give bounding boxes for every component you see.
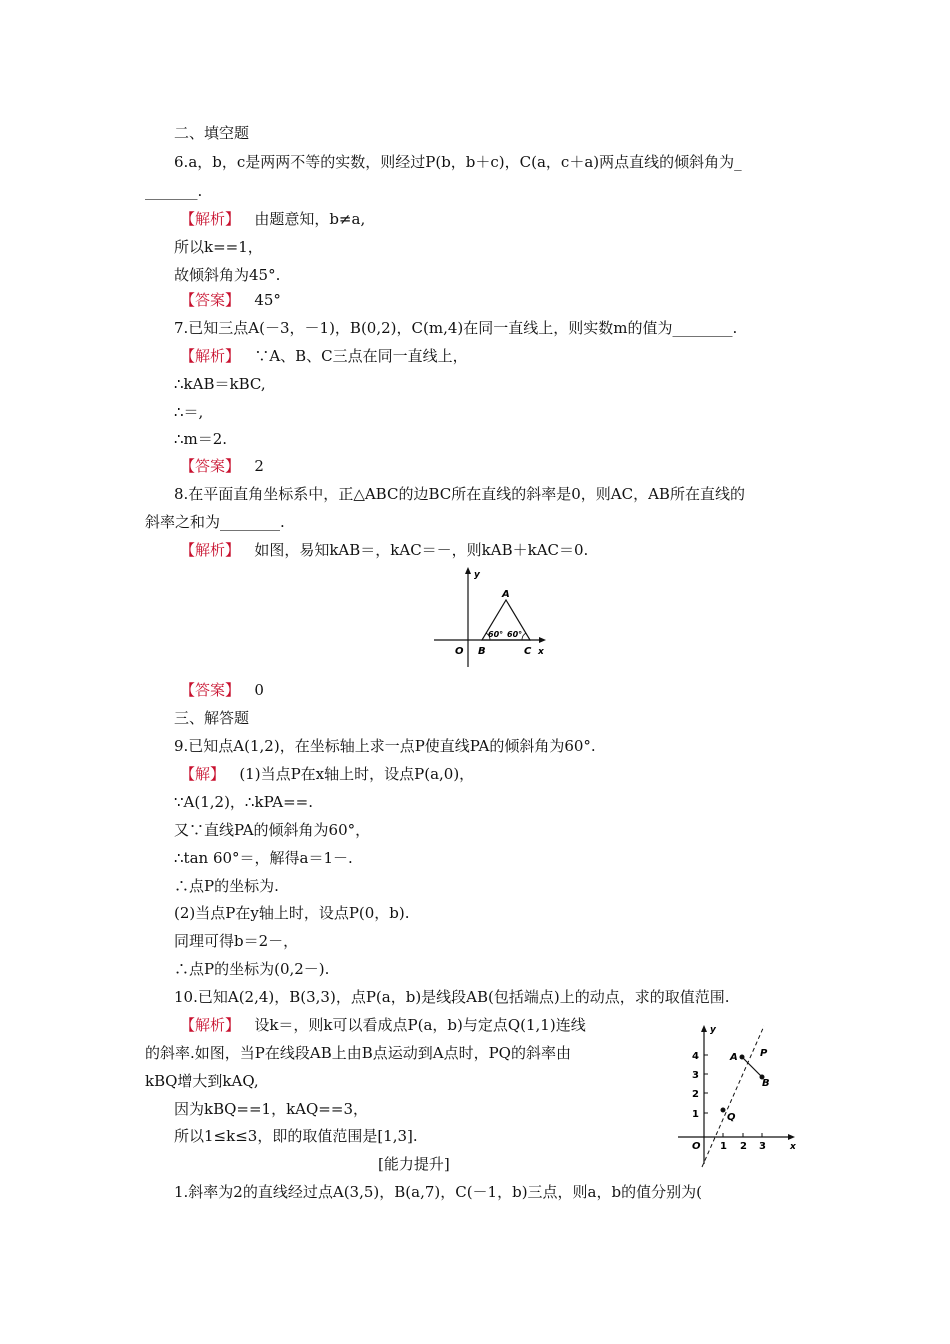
- question-10-line4: 因为kBQ==1，kAQ==3，: [174, 1100, 368, 1118]
- answer-tag: 【答案】: [180, 291, 241, 309]
- triangle-figure: [430, 565, 555, 670]
- fig10-x-tick-3: 3: [759, 1141, 766, 1152]
- section-title-fill-in: 二、填空题: [174, 124, 250, 142]
- x-axis-arrow: [539, 637, 546, 643]
- analysis-tag: 【解析】: [180, 541, 241, 559]
- question-10-stem: 10.已知A(2,4)，B(3,3)，点P(a，b)是线段AB(包括端点)上的动点，求的取值范围.: [174, 988, 730, 1006]
- analysis-tag: 【解析】: [180, 210, 241, 228]
- fig10-y-tick-2: 2: [692, 1089, 699, 1100]
- fig8-y-label: y: [474, 570, 480, 580]
- question-9-line7: 同理可得b＝2－，: [174, 932, 299, 950]
- y-axis-arrow: [701, 1025, 707, 1032]
- question-9-solution: 【解】 (1)当点P在x轴上时，设点P(a,0)，: [180, 765, 475, 783]
- fig8-origin-label: O: [455, 646, 464, 657]
- fig10-x-tick-2: 2: [740, 1141, 747, 1152]
- question-7-analysis-line3: ∴＝,: [174, 403, 204, 421]
- question-6-analysis: 【解析】 由题意知，b≠a,: [180, 210, 366, 228]
- solution-tag: 【解】: [180, 765, 226, 783]
- fig8-point-b-label: B: [478, 646, 486, 657]
- analysis-tag: 【解析】: [180, 1016, 241, 1034]
- question-9-line4: ∴tan 60°＝，解得a＝1－.: [174, 849, 353, 867]
- question-10-line2: 的斜率.如图，当P在线段AB上由B点运动到A点时，PQ的斜率由: [145, 1044, 571, 1062]
- question-6-stem: 6.a，b，c是两两不等的实数，则经过P(b，b＋c)，C(a，c＋a)两点直线的倾斜角为_: [174, 153, 742, 171]
- ability-question-1-stem: 1.斜率为2的直线经过点A(3,5)，B(a,7)，C(－1，b)三点，则a，b的值分别为(: [174, 1183, 702, 1201]
- fig8-x-label: x: [538, 647, 544, 657]
- segment-ab: [742, 1057, 762, 1077]
- point-q: [721, 1108, 726, 1113]
- question-8-stem: 8.在平面直角坐标系中，正△ABC的边BC所在直线的斜率是0，则AC，AB所在直线的: [174, 485, 745, 503]
- question-7-stem: 7.已知三点A(－3，－1)，B(0,2)，C(m,4)在同一直线上，则实数m的值为________.: [174, 319, 738, 337]
- point-a: [740, 1055, 745, 1060]
- question-8-answer: 【答案】 0: [180, 681, 264, 699]
- analysis-tag: 【解析】: [180, 347, 241, 365]
- fig10-y-tick-3: 3: [692, 1070, 699, 1081]
- fig8-angle-b-label: 60°: [488, 630, 504, 639]
- question-7-analysis-line4: ∴m＝2.: [174, 430, 228, 448]
- fig10-point-a-label: A: [730, 1052, 738, 1063]
- y-axis-arrow: [465, 567, 471, 574]
- line-through-q: [702, 1026, 764, 1167]
- question-8-stem-line2: 斜率之和为________.: [145, 513, 285, 531]
- question-8-analysis: 【解析】 如图，易知kAB＝，kAC＝－，则kAB＋kAC＝0.: [180, 541, 589, 559]
- question-7-analysis-line2: ∴kAB＝kBC,: [174, 375, 266, 393]
- question-9-stem: 9.已知点A(1,2)，在坐标轴上求一点P使直线PA的倾斜角为60°.: [174, 737, 596, 755]
- question-9-line6: (2)当点P在y轴上时，设点P(0，b).: [174, 904, 410, 922]
- question-6-answer: 【答案】 45°: [180, 291, 281, 309]
- fig10-point-b-label: B: [762, 1078, 770, 1089]
- fig8-point-a-label: A: [502, 589, 510, 600]
- fig8-point-c-label: C: [524, 646, 532, 657]
- question-7-answer: 【答案】 2: [180, 457, 264, 475]
- angle-c-arc: [522, 633, 526, 640]
- question-9-line3: 又∵直线PA的倾斜角为60°，: [174, 821, 371, 839]
- answer-tag: 【答案】: [180, 457, 241, 475]
- slope-figure: [672, 1020, 802, 1170]
- fig10-origin-label: O: [692, 1141, 701, 1152]
- question-6-analysis-line2: 所以k==1，: [174, 238, 263, 256]
- fig10-y-label: y: [710, 1025, 716, 1035]
- answer-tag: 【答案】: [180, 681, 241, 699]
- fig10-y-tick-4: 4: [692, 1051, 699, 1062]
- question-10-line5: 所以1≤k≤3，即的取值范围是[1,3].: [174, 1127, 418, 1145]
- fig10-point-q-label: Q: [727, 1112, 736, 1123]
- fig10-x-label: x: [790, 1142, 796, 1152]
- question-6-analysis-line3: 故倾斜角为45°.: [174, 266, 281, 284]
- x-axis-arrow: [788, 1134, 795, 1140]
- section-title-solve: 三、解答题: [174, 709, 250, 727]
- fig8-angle-c-label: 60°: [507, 630, 523, 639]
- question-9-line8: ∴点P的坐标为(0,2－).: [174, 960, 330, 978]
- question-10-analysis: 【解析】 设k＝，则k可以看成点P(a，b)与定点Q(1,1)连线: [180, 1016, 586, 1034]
- fig10-y-tick-1: 1: [692, 1109, 699, 1120]
- section-title-ability: [能力提升]: [378, 1155, 450, 1173]
- question-9-line5: ∴点P的坐标为.: [174, 877, 279, 895]
- question-10-line3: kBQ增大到kAQ,: [145, 1072, 259, 1090]
- fig10-x-tick-1: 1: [720, 1141, 727, 1152]
- question-9-line2: ∵A(1,2)，∴kPA==.: [174, 793, 314, 811]
- fig10-point-p-label: P: [760, 1048, 768, 1059]
- question-7-analysis: 【解析】 ∵A、B、C三点在同一直线上，: [180, 347, 468, 365]
- question-6-blank: _______.: [145, 182, 203, 200]
